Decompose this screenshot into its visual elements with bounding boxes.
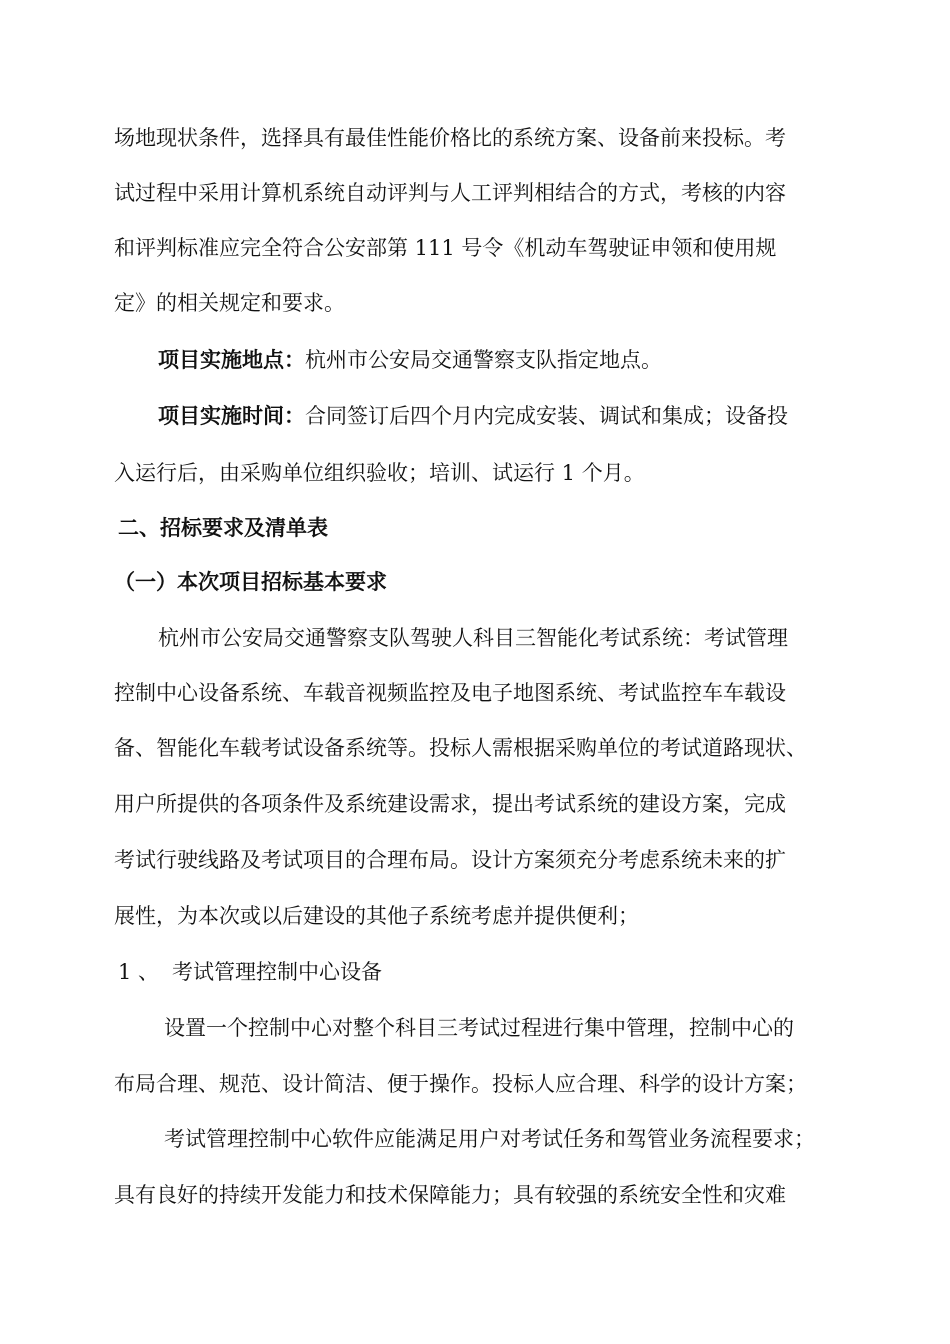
intro-line-1: 场地现状条件，选择具有最佳性能价格比的系统方案、设备前来投标。考	[114, 126, 786, 150]
intro-line-2: 试过程中采用计算机系统自动评判与人工评判相结合的方式，考核的内容	[114, 181, 786, 205]
sub1-line-3: 备、智能化车载考试设备系统等。投标人需根据采购单位的考试道路现状、	[114, 736, 807, 760]
item-1-number: 1 、	[118, 960, 160, 984]
sub1-line-2: 控制中心设备系统、车载音视频监控及电子地图系统、考试监控车车载设	[114, 681, 786, 705]
item1-para2-line-1: 考试管理控制中心软件应能满足用户对考试任务和驾管业务流程要求；	[164, 1127, 815, 1151]
time-line-1	[158, 401, 858, 431]
time-label: 项目实施时间：	[158, 403, 305, 428]
section-2-heading: 二、招标要求及清单表	[118, 515, 328, 540]
sub1-line-1: 杭州市公安局交通警察支队驾驶人科目三智能化考试系统：考试管理	[158, 626, 788, 650]
time-line-2: 入运行后，由采购单位组织验收；培训、试运行 1 个月。	[114, 461, 645, 485]
sub1-line-5: 考试行驶线路及考试项目的合理布局。设计方案须充分考虑系统未来的扩	[114, 848, 786, 872]
item-1-title: 考试管理控制中心设备	[172, 960, 382, 984]
item1-para2-line-2: 具有良好的持续开发能力和技术保障能力；具有较强的系统安全性和灾难	[114, 1183, 786, 1207]
intro-line-4: 定》的相关规定和要求。	[114, 291, 345, 315]
location-text: 杭州市公安局交通警察支队指定地点。	[305, 348, 662, 372]
sub1-line-6: 展性，为本次或以后建设的其他子系统考虑并提供便利；	[114, 904, 639, 928]
intro-line-3: 和评判标准应完全符合公安部第 111 号令《机动车驾驶证申领和使用规	[114, 236, 777, 260]
location-label: 项目实施地点：	[158, 347, 305, 372]
item-1-heading	[118, 957, 818, 987]
item1-para1-line-2: 布局合理、规范、设计简洁、便于操作。投标人应合理、科学的设计方案；	[114, 1072, 807, 1096]
sub1-line-4: 用户所提供的各项条件及系统建设需求，提出考试系统的建设方案，完成	[114, 792, 786, 816]
item1-para1-line-1: 设置一个控制中心对整个科目三考试过程进行集中管理，控制中心的	[164, 1016, 794, 1040]
time-text-1: 合同签订后四个月内完成安装、调试和集成；设备投	[305, 404, 788, 428]
location-paragraph	[158, 345, 858, 375]
subsection-1-heading: （一）本次项目招标基本要求	[114, 569, 387, 594]
